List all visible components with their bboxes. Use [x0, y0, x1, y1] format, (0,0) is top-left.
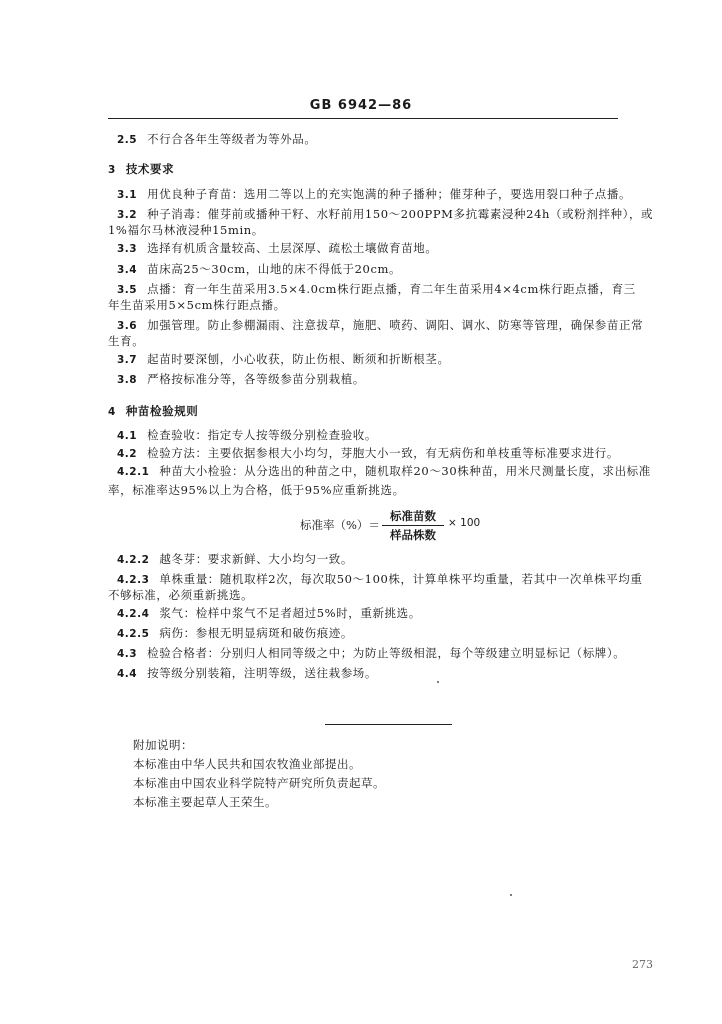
clause-number: 4: [108, 406, 116, 418]
clause-continuation: [108, 223, 264, 237]
clause: [117, 446, 619, 461]
page-number: 273: [632, 958, 653, 971]
clause-text: 不够标准，必须重新挑选。: [108, 588, 254, 602]
clause: [117, 372, 365, 387]
clause-number: 3: [108, 164, 116, 176]
clause-text: 病伤：参根无明显病斑和破伤痕迹。: [159, 626, 354, 640]
clause: [117, 318, 643, 333]
section-end-rule: [325, 724, 452, 725]
formula-numerator: 标准苗数: [390, 509, 436, 523]
note-line: 本标准由中华人民共和国农牧渔业部提出。: [133, 757, 361, 771]
clause-text: 按等级分别装箱，注明等级，送往栽参场。: [147, 666, 378, 680]
clause-text: 起苗时要深刨，小心收获，防止伤根、断须和折断根茎。: [147, 352, 450, 366]
clause-number: 2.5: [117, 134, 138, 146]
clause-number: 3.2: [117, 209, 138, 221]
clause-number: 4.2.5: [117, 628, 150, 640]
clause-number: 4.2.2: [117, 554, 150, 566]
clause-text: 年生苗采用5×5cm株行距点播。: [108, 298, 286, 312]
clause-text: 1%福尔马林液浸种15min。: [108, 223, 264, 237]
clause-text: 用优良种子育苗：选用二等以上的充实饱满的种子播种；催芽种子，要选用裂口种子点播。: [147, 187, 632, 201]
clause-text: 生育。: [108, 334, 145, 348]
clause-number: 4.2.1: [117, 466, 150, 478]
clause: [117, 187, 631, 202]
clause-number: 3.1: [117, 189, 138, 201]
clause-number: 4.4: [117, 668, 138, 680]
standard-header: GB 6942—86: [309, 98, 413, 113]
clause: [117, 282, 636, 297]
clause-number: 4.1: [117, 430, 138, 442]
clause-text: 苗床高25～30cm，山地的床不得低于20cm。: [147, 262, 402, 276]
clause-number: 3.6: [117, 320, 138, 332]
clause-text: 严格按标准分等，各等级参苗分别栽植。: [147, 372, 365, 386]
formula-lhs: 标准率（%）＝: [300, 518, 380, 532]
clause-continuation: [108, 588, 253, 602]
clause: [117, 606, 421, 621]
clause-text: 不行合各年生等级者为等外品。: [147, 132, 317, 146]
section-heading: [108, 162, 174, 177]
formula-fraction: [382, 508, 444, 543]
clause: [117, 666, 377, 681]
clause: [117, 464, 651, 479]
clause-text: 点播：育一年生苗采用3.5×4.0cm株行距点播，育二年生苗采用4×4cm株行距点播，育三: [147, 282, 636, 296]
clause-continuation: [108, 334, 144, 348]
section-heading-text: 种苗检验规则: [125, 404, 199, 418]
formula-multiplier: × 100: [448, 517, 481, 529]
clause: [117, 262, 401, 277]
clause: [117, 552, 353, 567]
clause-text: 检验合格者：分别归人相同等级之中；为防止等级相混，每个等级建立明显标记（标牌）。: [147, 646, 626, 660]
clause-continuation: [108, 483, 405, 497]
clause: [117, 207, 653, 222]
clause-text: 检查验收：指定专人按等级分别检查验收。: [147, 428, 378, 442]
note-line: 本标准由中国农业科学院特产研究所负责起草。: [133, 776, 385, 790]
clause-text: 加强管理。防止参棚漏雨、注意拔草，施肥、喷药、调阳、调水、防寒等管理，确保参苗正常: [147, 318, 644, 332]
scan-speck: [510, 894, 512, 896]
clause-number: 4.2.4: [117, 608, 150, 620]
clause: [117, 428, 377, 443]
clause-number: 3.4: [117, 264, 138, 276]
clause-text: 越冬芽：要求新鲜、大小均匀一致。: [159, 552, 354, 566]
clause: [117, 646, 625, 661]
clause-text: 种子消毒：催芽前或播种干籽、水籽前用150～200PPM多抗霉素浸种24h（或粉剂拌种），或: [147, 207, 654, 221]
clause: [117, 241, 438, 256]
clause-text: 浆气：检样中浆气不足者超过5%时，重新挑选。: [159, 606, 421, 620]
note-line: 本标准主要起草人王荣生。: [133, 795, 277, 809]
fraction-bar: [382, 525, 444, 526]
note-title: 附加说明：: [133, 738, 193, 752]
formula-denominator: 样品株数: [390, 528, 436, 542]
clause-text: 检验方法：主要依据参根大小均匀，芽胞大小一致，有无病伤和单枝重等标准要求进行。: [147, 446, 620, 460]
clause: [117, 352, 450, 367]
clause-number: 4.2.3: [117, 574, 150, 586]
clause: [117, 572, 643, 587]
header-rule: [108, 118, 618, 119]
section-heading-text: 技术要求: [125, 162, 175, 176]
clause: [117, 626, 353, 641]
clause-text: 率，标准率达95%以上为合格，低于95%应重新挑选。: [108, 483, 405, 497]
clause-text: 单株重量：随机取样2次，每次取50～100株，计算单株平均重量，若其中一次单株平均重: [159, 572, 643, 586]
clause-number: 3.5: [117, 284, 138, 296]
clause-number: 4.2: [117, 448, 138, 460]
clause-text: 选择有机质含量较高、土层深厚、疏松土壤做育苗地。: [147, 241, 438, 255]
clause-continuation: [108, 298, 286, 312]
clause: [117, 132, 317, 147]
clause-number: 3.8: [117, 374, 138, 386]
section-heading: [108, 404, 198, 419]
clause-number: 3.3: [117, 243, 138, 255]
clause-number: 3.7: [117, 354, 138, 366]
clause-number: 4.3: [117, 648, 138, 660]
clause-text: 种苗大小检验：从分选出的种苗之中，随机取样20～30株种苗，用米尺测量长度，求出标准: [159, 464, 651, 478]
scan-speck: [437, 681, 439, 683]
